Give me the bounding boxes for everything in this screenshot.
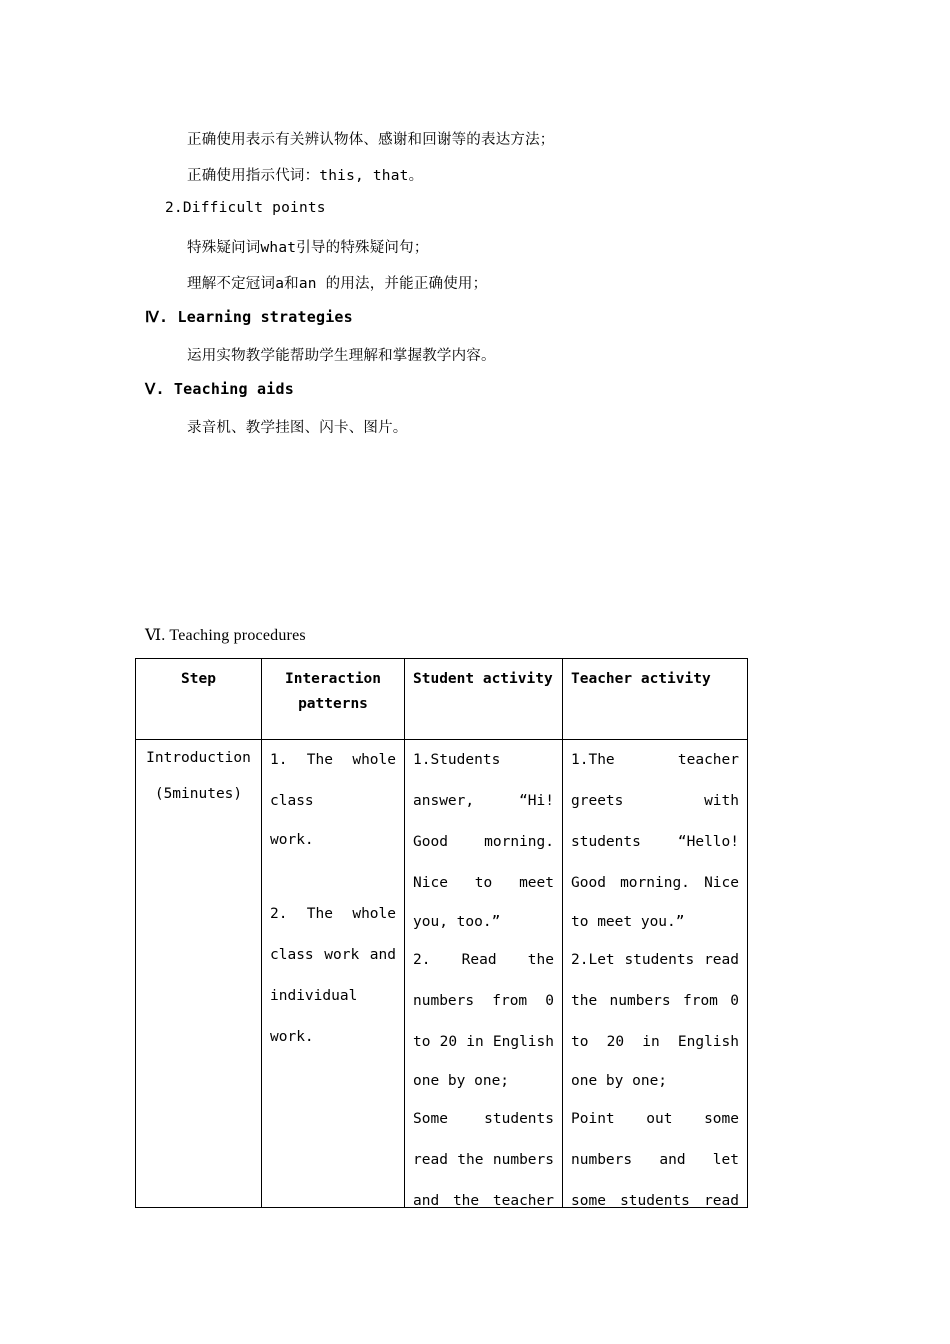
difficult-points-heading: 2.Difficult points: [165, 200, 326, 216]
procedures-table: [135, 658, 748, 1208]
table-row: [136, 740, 748, 1208]
cell-interaction: 1. The whole class work. 2. The whole class work and individual work.: [262, 740, 405, 1208]
cell-teacher-activity: 1.The teacher greets with students “Hello! Good morning. Nice to meet you.” 2.Let students read the numbers from 0 to 20 in English one by one; Point out some numbers and let some students read: [563, 740, 748, 1208]
header-teacher-activity: Teacher activity: [563, 659, 748, 740]
cell-student-activity: 1.Students answer, “Hi! Good morning. Nice to meet you, too.” 2. Read the numbers from 0 to 20 in English one by one; Some students read the numbers and the teacher: [405, 740, 563, 1208]
teaching-aids-heading: Ⅴ. Teaching aids: [145, 380, 294, 398]
learning-strategies-text: 运用实物教学能帮助学生理解和掌握教学内容。: [187, 348, 496, 364]
header-step: Step: [136, 659, 262, 740]
step-duration: (5minutes): [154, 786, 243, 802]
difficult-line-1: 特殊疑问词what引导的特殊疑问句；: [187, 240, 429, 256]
teaching-procedures-heading: Ⅵ. Teaching procedures: [145, 627, 306, 644]
cell-step: [136, 740, 262, 1208]
difficult-line-2: 理解不定冠词a和an 的用法，并能正确使用；: [187, 276, 488, 292]
header-interaction: Interaction patterns: [262, 659, 405, 740]
header-student-activity: Student activity: [405, 659, 563, 740]
teaching-aids-text: 录音机、教学挂图、闪卡、图片。: [187, 420, 408, 436]
objective-line-2: 正确使用指示代词：this, that。: [187, 168, 424, 184]
objective-line-1: 正确使用表示有关辨认物体、感谢和回谢等的表达方法；: [187, 132, 555, 148]
learning-strategies-heading: Ⅳ. Learning strategies: [145, 308, 353, 326]
step-name: Introduction: [146, 750, 251, 766]
table-header-row: [136, 659, 748, 740]
